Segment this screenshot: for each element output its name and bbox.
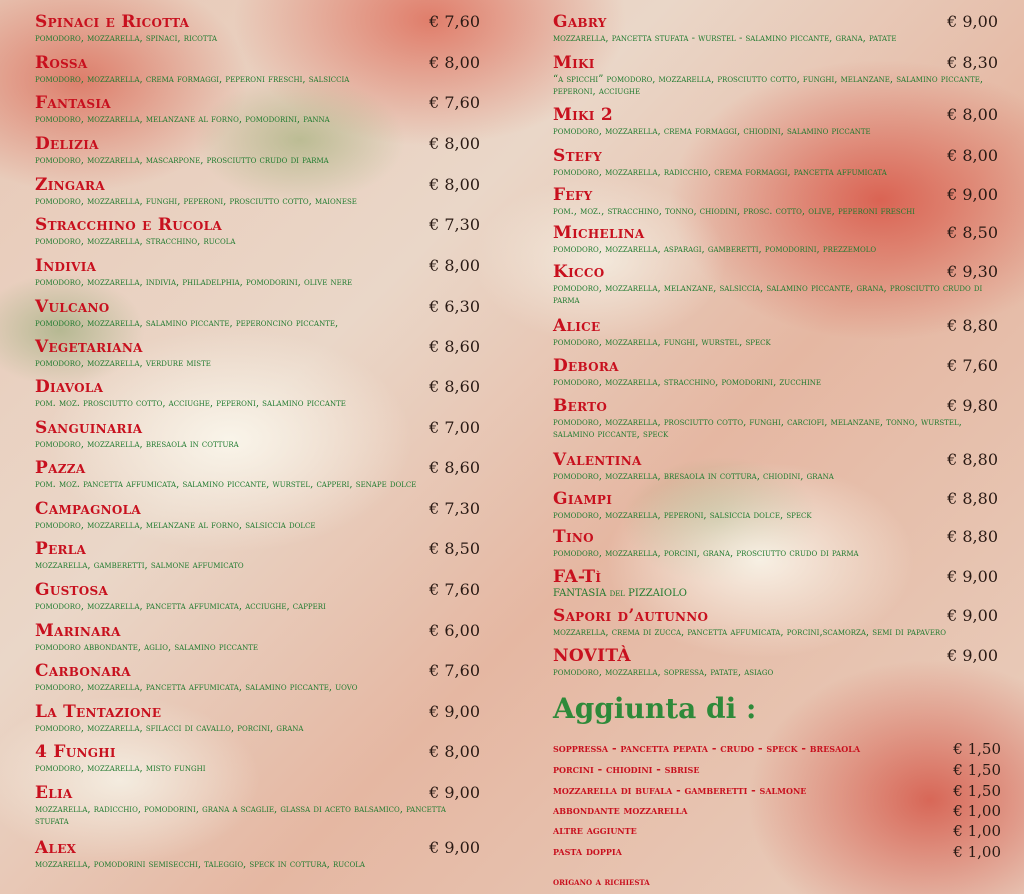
menu-item-name: Tino [553,527,594,547]
menu-item-price: € 6,30 [429,297,480,316]
menu-item-price: € 9,00 [429,702,480,721]
menu-item-description: pomodoro, mozzarella, sfilacci di cavallo, porcini, grana [35,723,304,734]
menu-item-description: pom., moz., stracchino, tonno, chiodini, prosc. cotto, olive, peperoni freschi [553,206,915,217]
menu-item-name: Alex [35,838,77,858]
menu-item-name: Elia [35,783,73,803]
menu-item-name: Berto [553,396,608,416]
menu-item-name: Spinaci e Ricotta [35,12,190,32]
menu-item-price: € 8,00 [429,256,480,275]
menu-item-description: pomodoro, mozzarella, melanzane, salsiccia, salamino piccante, grana, prosciutto crudo di parma [553,283,983,306]
menu-item-name: La Tentazione [35,702,162,722]
menu-item-name: Alice [553,316,601,336]
menu-item-price: € 8,60 [429,337,480,356]
menu-item-name: Sanguinaria [35,418,143,438]
menu-item-description: pomodoro, mozzarella, pancetta affumicata, acciughe, capperi [35,601,326,612]
menu-item-name: Zingara [35,175,105,195]
menu-item-name: Carbonara [35,661,131,681]
menu-item-price: € 9,00 [429,838,480,857]
menu-item-description: pomodoro, mozzarella, bresaola in cottura [35,439,239,450]
menu-item-price: € 9,30 [947,262,998,281]
menu-item-price: € 6,00 [429,621,480,640]
menu-item-price: € 9,00 [947,185,998,204]
menu-item-description: mozzarella, radicchio, pomodorini, grana a scaglie, glassa di aceto balsamico, pancetta stufata [35,804,446,827]
menu-item-description: pomodoro, mozzarella, misto funghi [35,763,206,774]
menu-item-description: pomodoro, mozzarella, funghi, peperoni, prosciutto cotto, maionese [35,196,357,207]
menu-item-name: Michelina [553,223,645,243]
menu-item-price: € 8,00 [947,105,998,124]
menu-item-price: € 7,60 [947,356,998,375]
menu-item-price: € 8,80 [947,527,998,546]
menu-item-price: € 7,60 [429,93,480,112]
menu-item-description: pomodoro, mozzarella, spinaci, ricotta [35,33,218,44]
menu-item-price: € 9,00 [947,12,998,31]
menu-item-price: € 8,30 [947,53,998,72]
menu-item-name: Perla [35,539,87,559]
menu-item-name: Campagnola [35,499,142,519]
menu-item-price: € 7,60 [429,580,480,599]
menu-item-description: pomodoro abbondante, aglio, salamino piccante [35,642,258,653]
menu-item-description: pomodoro, mozzarella, mascarpone, prosciutto crudo di parma [35,155,329,166]
extra-item-price: € 1,50 [953,740,1001,758]
menu-item-price: € 9,00 [429,783,480,802]
extra-item-price: € 1,00 [953,822,1001,840]
menu-item-price: € 9,80 [947,396,998,415]
menu-item-price: € 9,00 [947,646,998,665]
menu-item-price: € 8,00 [947,146,998,165]
menu-item-name: FA-Tì [553,567,602,587]
menu-item-name: Rossa [35,53,88,73]
extras-heading: Aggiunta di : [553,692,757,725]
menu-item-price: € 8,00 [429,134,480,153]
menu-item-name: 4 Funghi [35,742,116,762]
menu-item-description: pom. moz. prosciutto cotto, acciughe, peperoni, salamino piccante [35,398,346,409]
menu-item-description: pomodoro, mozzarella, salamino piccante, peperoncino piccante, [35,318,339,329]
menu-item-name: Kicco [553,262,605,282]
menu-item-name: Giampi [553,489,613,509]
menu-item-name: Marinara [35,621,121,641]
menu-item-price: € 7,00 [429,418,480,437]
menu-item-description: pom. moz. pancetta affumicata, salamino piccante, wurstel, capperi, senape dolce [35,479,417,490]
menu-item-price: € 9,00 [947,567,998,586]
menu-item-price: € 8,00 [429,742,480,761]
menu-item-description: pomodoro, mozzarella, peperoni, salsiccia dolce, speck [553,510,812,521]
menu-item-description: pomodoro, mozzarella, funghi, wurstel, speck [553,337,771,348]
extra-item-label: altre aggiunte [553,824,637,837]
menu-item-name: Valentina [553,450,642,470]
menu-item-description: pomodoro, mozzarella, crema formaggi, peperoni freschi, salsiccia [35,74,350,85]
menu-item-description: pomodoro, mozzarella, prosciutto cotto, funghi, carciofi, melanzane, tonno, wurstel, salamino piccante, speck [553,417,962,440]
menu-item-description: pomodoro, mozzarella, stracchino, rucola [35,236,236,247]
menu-item-name: Fefy [553,185,593,205]
menu-item-description: pomodoro, mozzarella, indivia, philadelphia, pomodorini, olive nere [35,277,353,288]
extra-item-label: soppressa - pancetta pepata - crudo - speck - bresaola [553,742,861,755]
extra-item-price: € 1,50 [953,761,1001,779]
menu-item-name: Stefy [553,146,602,166]
menu-item-price: € 8,50 [947,223,998,242]
menu-item-price: € 8,00 [429,53,480,72]
extra-item-label: abbondante mozzarella [553,804,688,817]
menu-item-price: € 8,50 [429,539,480,558]
menu-item-price: € 7,30 [429,215,480,234]
menu-item-name: Sapori d’autunno [553,606,709,626]
menu-item-description: mozzarella, crema di zucca, pancetta affumicata, porcini,scamorza, semi di papavero [553,627,946,638]
menu-item-price: € 7,60 [429,12,480,31]
menu-item-name: Pazza [35,458,86,478]
menu-item-description: pomodoro, mozzarella, pancetta affumicata, salamino piccante, uovo [35,682,358,693]
menu-item-name: Fantasia [35,93,111,113]
menu-item-description: pomodoro, mozzarella, radicchio, crema formaggi, pancetta affumicata [553,167,887,178]
extra-item-price: € 1,00 [953,843,1001,861]
extra-item-price: € 1,50 [953,782,1001,800]
menu-item-name: Debora [553,356,619,376]
menu-item-price: € 8,80 [947,316,998,335]
menu-item-name: Stracchino e Rucola [35,215,222,235]
menu-item-description: pomodoro, mozzarella, verdure miste [35,358,211,369]
menu-item-description: pomodoro, mozzarella, stracchino, pomodorini, zucchine [553,377,822,388]
menu-item-name: Vulcano [35,297,110,317]
menu-item-name: Vegetariana [35,337,143,357]
menu-item-price: € 8,60 [429,377,480,396]
menu-item-description: pomodoro, mozzarella, crema formaggi, chiodini, salamino piccante [553,126,871,137]
menu-item-description: pomodoro, mozzarella, asparagi, gamberetti, pomodorini, prezzemolo [553,244,877,255]
menu-item-name: Miki 2 [553,105,614,125]
menu-item-price: € 7,60 [429,661,480,680]
menu-item-description: “a spicchi” pomodoro, mozzarella, prosciutto cotto, funghi, melanzane, salamino piccante, peperoni, acciughe [553,74,984,97]
menu-item-price: € 8,00 [429,175,480,194]
menu-item-name: Diavola [35,377,104,397]
menu-item-description: pomodoro, mozzarella, melanzane al forno, salsiccia dolce [35,520,316,531]
menu-item-price: € 9,00 [947,606,998,625]
extra-item-price: € 1,00 [953,802,1001,820]
menu-item-name: NOVITÀ [553,646,631,666]
menu-item-description: pomodoro, mozzarella, sopressa, patate, asiago [553,667,774,678]
menu-item-description: pomodoro, mozzarella, melanzane al forno, pomodorini, panna [35,114,330,125]
menu-item-price: € 7,30 [429,499,480,518]
menu-item-name: Delizia [35,134,99,154]
menu-item-name: Gabry [553,12,607,32]
menu-item-name: Gustosa [35,580,109,600]
menu-item-description: pomodoro, mozzarella, porcini, grana, prosciutto crudo di parma [553,548,859,559]
menu-item-price: € 8,80 [947,489,998,508]
extra-item-label: pasta doppia [553,845,622,858]
menu-item-description: mozzarella, gamberetti, salmone affumicato [35,560,244,571]
extra-item-label: mozzarella di bufala - gamberetti - salmone [553,784,807,797]
menu-item-price: € 8,60 [429,458,480,477]
extras-note: origano a richiesta [553,877,650,888]
menu-item-description: mozzarella, pomodorini semisecchi, taleggio, speck in cottura, rucola [35,859,365,870]
extra-item-label: porcini - chiodini - sbrise [553,763,700,776]
menu-item-name: Indivia [35,256,97,276]
menu-item-description: mozzarella, pancetta stufata - wurstel - salamino piccante, grana, patate [553,33,897,44]
menu-item-name: Miki [553,53,595,73]
menu-item-description: FANTASIA del PIZZAIOLO [553,588,687,599]
menu-item-price: € 8,80 [947,450,998,469]
menu-item-description: pomodoro, mozzarella, bresaola in cottura, chiodini, grana [553,471,834,482]
